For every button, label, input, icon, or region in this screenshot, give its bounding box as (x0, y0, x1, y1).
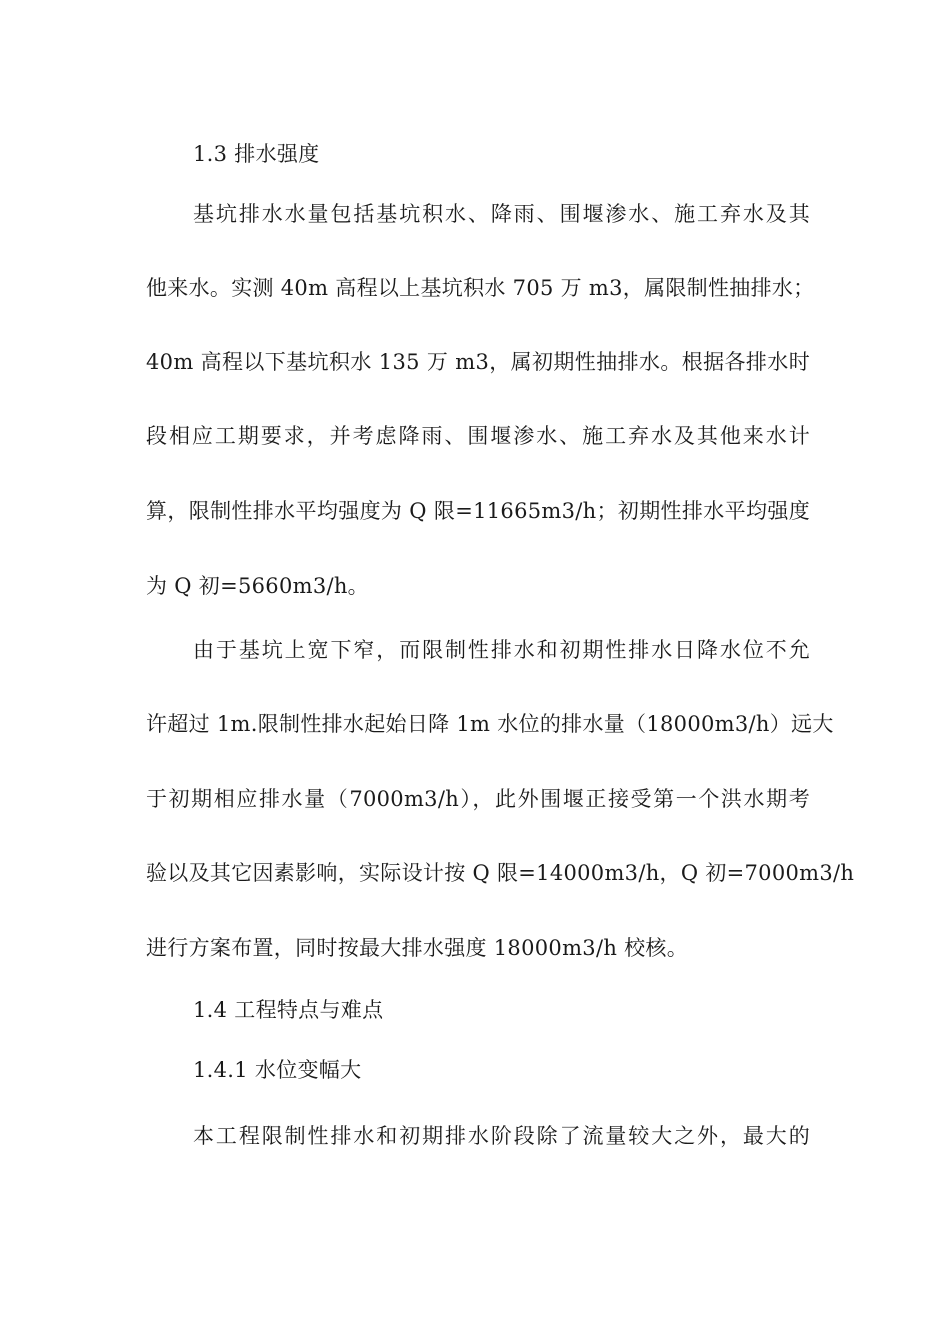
paragraph-line: 基坑排水水量包括基坑积水、降雨、围堰渗水、施工弃水及其 (193, 202, 810, 226)
paragraph-line: 他来水。实测 40m 高程以上基坑积水 705 万 m3，属限制性抽排水； (146, 276, 815, 300)
paragraph-line: 由于基坑上宽下窄，而限制性排水和初期性排水日降水位不允 (193, 638, 810, 662)
paragraph-line: 为 Q 初=5660m3/h。 (146, 574, 369, 598)
paragraph-line: 许超过 1m.限制性排水起始日降 1m 水位的排水量（18000m3/h）远大 (146, 712, 834, 736)
paragraph-line: 进行方案布置，同时按最大排水强度 18000m3/h 校核。 (146, 936, 689, 960)
paragraph-line: 40m 高程以下基坑积水 135 万 m3，属初期性抽排水。根据各排水时 (146, 350, 810, 374)
subsection-heading-1-4-1: 1.4.1 水位变幅大 (193, 1058, 362, 1082)
section-heading-1-3: 1.3 排水强度 (193, 142, 320, 166)
paragraph-line: 验以及其它因素影响，实际设计按 Q 限=14000m3/h，Q 初=7000m3/h (146, 861, 855, 885)
paragraph-line: 本工程限制性排水和初期排水阶段除了流量较大之外，最大的 (193, 1124, 810, 1148)
section-heading-1-4: 1.4 工程特点与难点 (193, 998, 384, 1022)
paragraph-line: 算，限制性排水平均强度为 Q 限=11665m3/h；初期性排水平均强度 (146, 499, 810, 523)
paragraph-line: 段相应工期要求，并考虑降雨、围堰渗水、施工弃水及其他来水计 (146, 424, 810, 448)
paragraph-line: 于初期相应排水量（7000m3/h），此外围堰正接受第一个洪水期考 (146, 787, 810, 811)
